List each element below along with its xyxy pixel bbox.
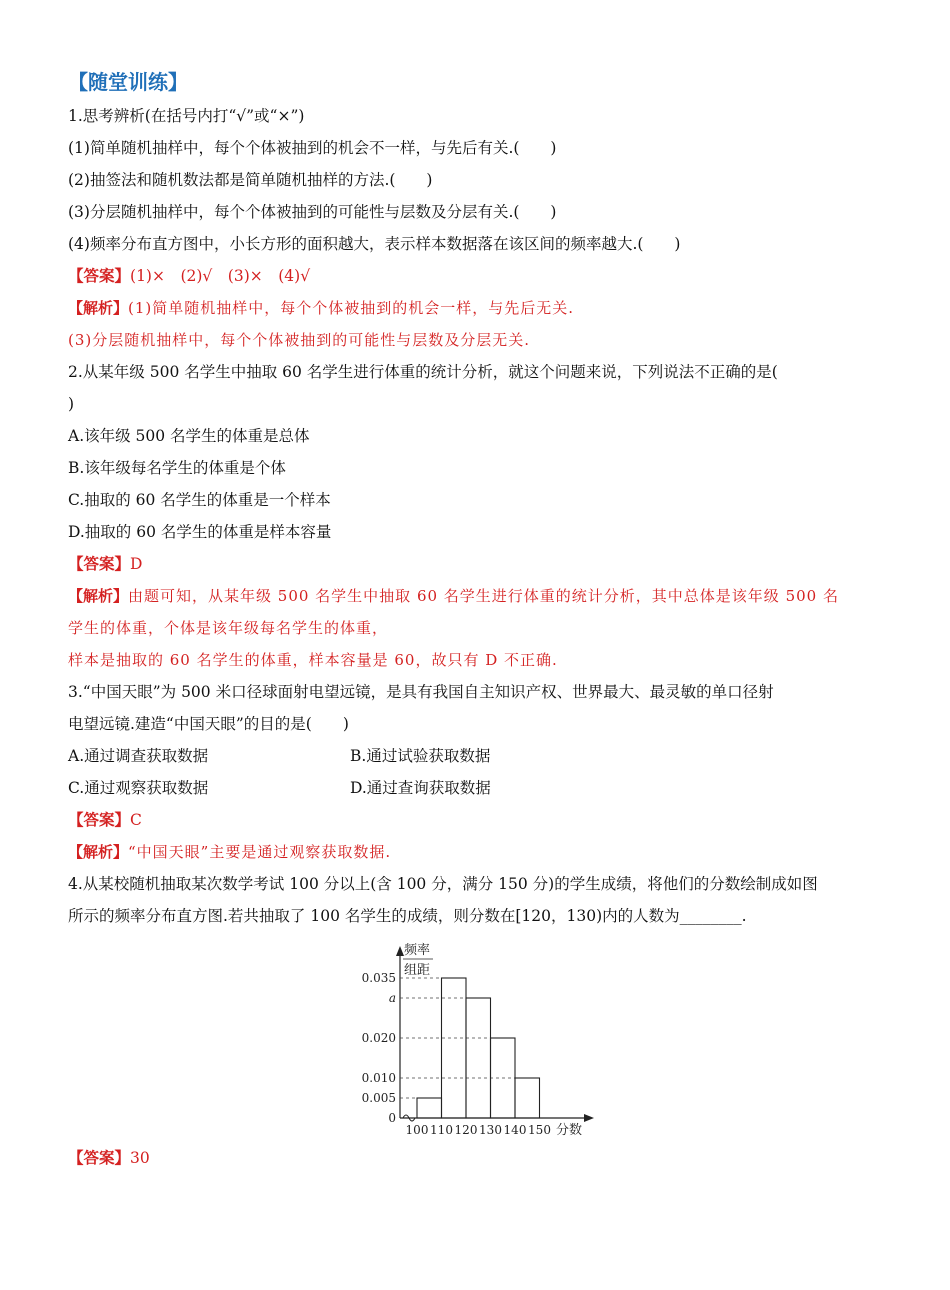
q2-option-b: B.该年级每名学生的体重是个体	[68, 459, 286, 477]
q1-explain-2: (3)分层随机抽样中，每个个体被抽到的可能性与层数及分层无关.	[68, 331, 531, 349]
q4-stem-1: 4.从某校随机抽取某次数学考试 100 分以上(含 100 分，满分 150 分)的学生成绩，将他们的分数绘制成如图	[68, 875, 818, 893]
x-axis-arrow	[584, 1114, 594, 1122]
q3-option-b: B.通过试验获取数据	[350, 747, 491, 765]
y-tick-label: a	[388, 991, 396, 1005]
histogram-bar	[442, 978, 467, 1118]
frequency-histogram	[68, 932, 888, 1142]
q4-answer	[68, 1142, 888, 1174]
q2-option-c: C.抽取的 60 名学生的体重是一个样本	[68, 491, 331, 509]
explain-tag: 【解析】	[68, 843, 129, 861]
y-tick-label: 0.035	[361, 971, 396, 985]
answer-tag: 【答案】	[68, 267, 131, 285]
histogram-figure	[68, 932, 888, 1142]
x-tick-label: 140	[503, 1123, 527, 1137]
q3-answer	[68, 804, 888, 836]
q4-answer-text: 30	[130, 1149, 150, 1167]
q2-explain-1	[68, 580, 888, 612]
q3-option-d: D.通过查询获取数据	[350, 779, 491, 797]
q3-answer-text: C	[130, 811, 142, 829]
q1-answer-text: (1)× (2)√ (3)× (4)√	[130, 267, 311, 285]
x-tick-label: 110	[430, 1123, 453, 1137]
x-tick-label: 100	[405, 1123, 429, 1137]
q2-answer	[68, 548, 888, 580]
y-label-top: 频率	[404, 943, 431, 958]
explain-tag: 【解析】	[68, 587, 129, 605]
y-axis-arrow	[396, 946, 404, 956]
answer-tag: 【答案】	[68, 1149, 131, 1167]
y-tick-label: 0	[388, 1111, 396, 1125]
answer-tag: 【答案】	[68, 555, 131, 573]
histogram-bar	[417, 1098, 442, 1118]
document-page	[68, 64, 888, 1174]
q1-item-1: (1)简单随机抽样中，每个个体被抽到的机会不一样，与先后有关.( )	[68, 139, 557, 157]
explain-tag: 【解析】	[68, 299, 129, 317]
q1-explain-1	[68, 292, 888, 324]
histogram-bar	[515, 1078, 540, 1118]
q2-explain-2: 学生的体重，个体是该年级每名学生的体重，	[68, 619, 389, 637]
q3-options-row-2	[68, 772, 888, 804]
q2-stem-2: )	[68, 395, 75, 413]
q2-option-d: D.抽取的 60 名学生的体重是样本容量	[68, 523, 332, 541]
x-axis-label: 分数	[556, 1123, 583, 1138]
q2-answer-text: D	[130, 555, 143, 573]
q3-explain-text: “中国天眼”主要是通过观察获取数据.	[128, 843, 392, 861]
q2-explain-text-1: 由题可知，从某年级 500 名学生中抽取 60 名学生进行体重的统计分析，其中总体是该年级 500 名	[128, 587, 839, 605]
q2-stem-1: 2.从某年级 500 名学生中抽取 60 名学生进行体重的统计分析，就这个问题来说，下列说法不正确的是(	[68, 363, 778, 381]
histogram-bar	[466, 998, 491, 1118]
answer-tag: 【答案】	[68, 811, 131, 829]
q3-stem-1: 3.“中国天眼”为 500 米口径球面射电望远镜，是具有我国自主知识产权、世界最大、最灵敏的单口径射	[68, 683, 774, 701]
y-tick-label: 0.020	[361, 1031, 396, 1045]
q3-option-a: A.通过调查获取数据	[68, 747, 209, 765]
q3-stem-2: 电望远镜.建造“中国天眼”的目的是( )	[68, 715, 349, 733]
x-tick-label: 130	[479, 1123, 502, 1137]
y-label-bottom: 组距	[404, 963, 431, 978]
x-tick-label: 120	[454, 1123, 478, 1137]
q2-option-a: A.该年级 500 名学生的体重是总体	[68, 427, 310, 445]
q1-answer	[68, 260, 888, 292]
section-title: 【随堂训练】	[68, 70, 188, 94]
q2-explain-3: 样本是抽取的 60 名学生的体重，样本容量是 60，故只有 D 不正确.	[68, 651, 558, 669]
q1-item-4: (4)频率分布直方图中，小长方形的面积越大，表示样本数据落在该区间的频率越大.( )	[68, 235, 681, 253]
q1-explain-text-1: (1)简单随机抽样中，每个个体被抽到的机会一样，与先后无关.	[128, 299, 575, 317]
q1-item-3: (3)分层随机抽样中，每个个体被抽到的可能性与层数及分层有关.( )	[68, 203, 557, 221]
x-tick-label: 150	[528, 1123, 551, 1137]
q3-options-row-1	[68, 740, 888, 772]
q4-stem-2: 所示的频率分布直方图.若共抽取了 100 名学生的成绩，则分数在[120，130)内的人数为________.	[68, 907, 747, 925]
q3-option-c: C.通过观察获取数据	[68, 779, 209, 797]
y-tick-label: 0.005	[361, 1091, 396, 1105]
y-tick-label: 0.010	[361, 1071, 396, 1085]
q1-stem: 1.思考辨析(在括号内打“√”或“×”)	[68, 107, 305, 125]
q3-explain	[68, 836, 888, 868]
q1-item-2: (2)抽签法和随机数法都是简单随机抽样的方法.( )	[68, 171, 433, 189]
